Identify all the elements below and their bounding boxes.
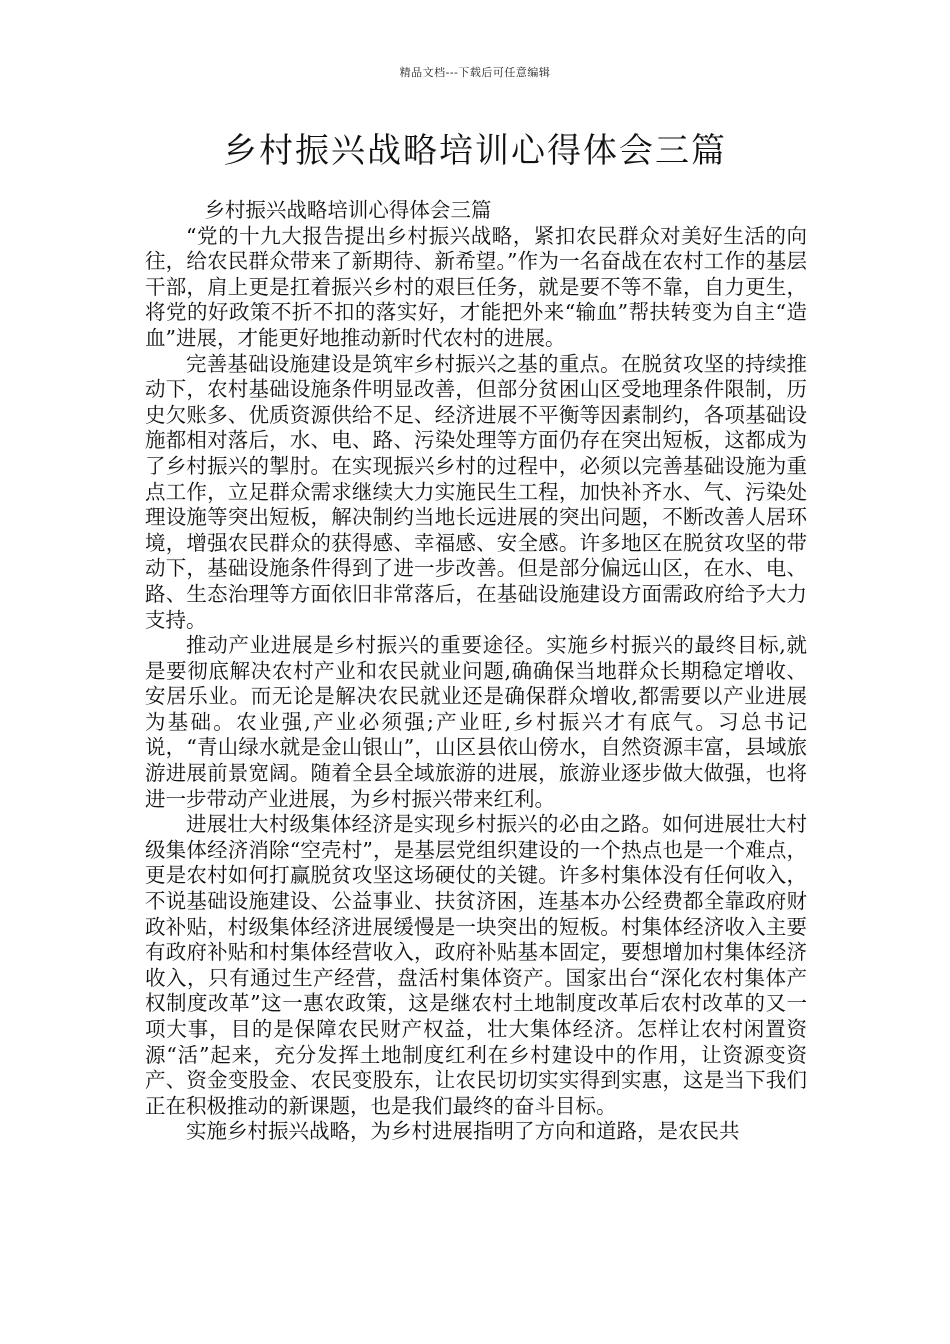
paragraph: “党的十九大报告提出乡村振兴战略，紧扣农民群众对美好生活的向往，给农民群众带来了新期待、新希望。”作为一名奋战在农村工作的基层干部，肩上更是扛着振兴乡村的艰巨任务，就是要不等不靠，自力更生，将党的好政策不折不扣的落实好，才能把外来“输血”帮扶转变为自主“造血”进展，才能更好地推动新时代农村的进展。 [145, 223, 807, 350]
header-note: 精品文档---下载后可任意编辑 [399, 66, 551, 79]
document-body [145, 198, 807, 1145]
paragraph: 进展壮大村级集体经济是实现乡村振兴的必由之路。如何进展壮大村级集体经济消除“空壳村”，是基层党组织建设的一个热点也是一个难点，更是农村如何打赢脱贫攻坚这场硬仗的关键。许多村集体没有任何收入，不说基础设施建设、公益事业、扶贫济困，连基本办公经费都全靠政府财政补贴，村级集体经济进展缓慢是一块突出的短板。村集体经济收入主要有政府补贴和村集体经营收入，政府补贴基本固定，要想增加村集体经济收入，只有通过生产经营，盘活村集体资产。国家出台“深化农村集体产权制度改革”这一惠农政策，这是继农村土地制度改革后农村改革的又一项大事，目的是保障农民财产权益，壮大集体经济。怎样让农村闲置资源“活”起来，充分发挥土地制度红利在乡村建设中的作用，让资源变资产、资金变股金、农民变股东，让农民切切实实得到实惠，这是当下我们正在积极推动的新课题，也是我们最终的奋斗目标。 [145, 812, 807, 1118]
document-subtitle: 乡村振兴战略培训心得体会三篇 [204, 198, 492, 222]
document-title: 乡村振兴战略培训心得体会三篇 [223, 131, 727, 171]
paragraph: 完善基础设施建设是筑牢乡村振兴之基的重点。在脱贫攻坚的持续推动下，农村基础设施条件明显改善，但部分贫困山区受地理条件限制，历史欠账多、优质资源供给不足、经济进展不平衡等因素制约，各项基础设施都相对落后，水、电、路、污染处理等方面仍存在突出短板，这都成为了乡村振兴的掣肘。在实现振兴乡村的过程中，必须以完善基础设施为重点工作，立足群众需求继续大力实施民生工程，加快补齐水、气、污染处理设施等突出短板，解决制约当地长远进展的突出问题，不断改善人居环境，增强农民群众的获得感、幸福感、安全感。许多地区在脱贫攻坚的带动下，基础设施条件得到了进一步改善。但是部分偏远山区，在水、电、路、生态治理等方面依旧非常落后，在基础设施建设方面需政府给予大力支持。 [145, 351, 807, 632]
paragraph: 实施乡村振兴战略，为乡村进展指明了方向和道路，是农民共 [186, 1119, 740, 1144]
paragraph: 推动产业进展是乡村振兴的重要途径。实施乡村振兴的最终目标,就是要彻底解决农村产业和农民就业问题,确确保当地群众长期稳定增收、安居乐业。而无论是解决农民就业还是确保群众增收,都需要以产业进展为基础。农业强,产业必须强;产业旺,乡村振兴才有底气。习总书记说，“青山绿水就是金山银山”，山区县依山傍水，自然资源丰富，县域旅游进展前景宽阔。随着全县全域旅游的进展，旅游业逐步做大做强，也将进一步带动产业进展，为乡村振兴带来红利。 [145, 633, 807, 811]
